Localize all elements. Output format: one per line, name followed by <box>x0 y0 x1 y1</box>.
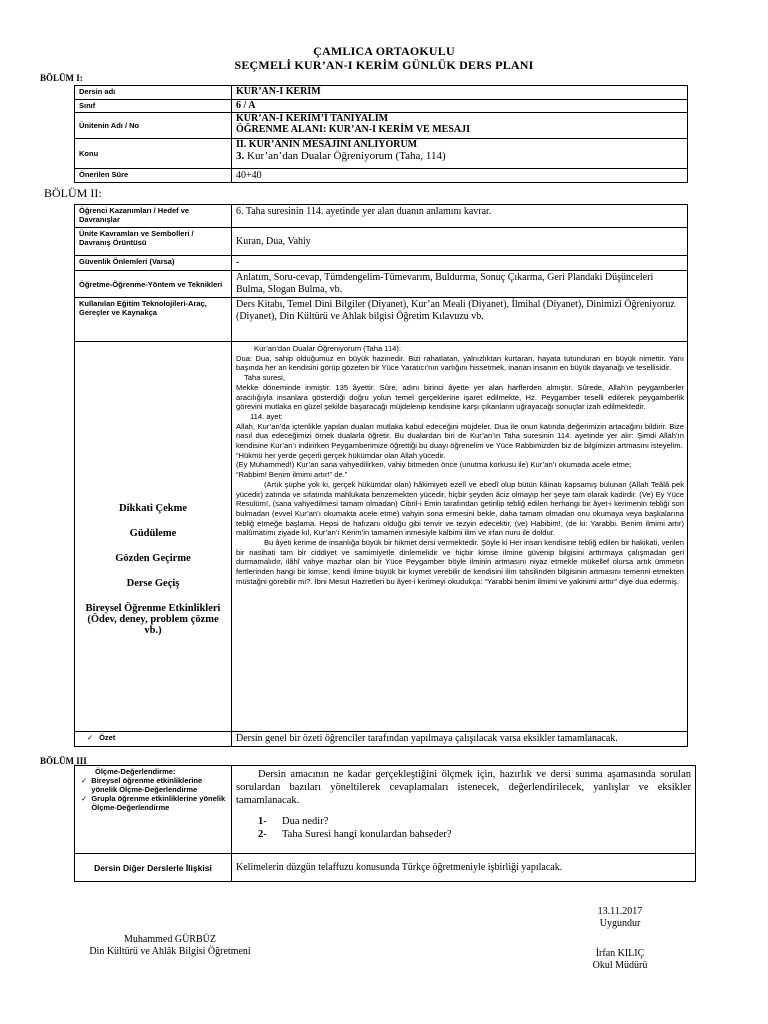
label-assessment: Ölçme-Değerlendirme: <box>95 767 176 776</box>
assessment-text: Dersin amacının ne kadar gerçekleştiğini ölçmek için, hazırlık ve dersi sunma aşamasında sorulan sorulardan bazıları yöneltilerek cevaplamaları istenecek, değerlendirilecek, yanlışlar ve eksikler tamamlanacak. <box>236 769 691 806</box>
section-3-label: BÖLÜM III <box>40 756 87 766</box>
body-dua-def: Dua: Dua, sahip olduğumuz en büyük hazinedir. Bizi rahatlatan, yalnızlıktan kurtaran, hayata tutunduran en büyük nimettir. Yanı başında her an kendisini görüp gözeten bir Yüce Yaratıcı’nın varlığını hissetmek, inanan insanın en büyük dayanağı ve tesellisidir. <box>236 353 684 373</box>
label-topic: Konu <box>75 139 232 169</box>
row-lesson-body <box>75 342 688 732</box>
section-3-table <box>74 765 696 882</box>
section-1-label: BÖLÜM I: <box>40 73 83 83</box>
approval-date: 13.11.2017 <box>597 906 643 917</box>
teacher-name: Muhammed GÜRBÜZ <box>124 934 216 945</box>
lesson-body-text <box>232 342 688 732</box>
question-list <box>236 815 691 841</box>
stage-motivation: Güdüleme <box>129 527 177 539</box>
body-ayet-heading: 114. ayet: <box>250 411 283 421</box>
row-relation <box>75 854 696 882</box>
label-safety: Güvenlik Önlemleri (Varsa) <box>75 256 232 271</box>
row-class <box>75 99 688 113</box>
teacher-title: Din Kültürü ve Ahlâk Bilgisi Öğretmeni <box>89 946 251 957</box>
value-safety: - <box>232 256 688 271</box>
body-taha-heading: Taha suresi, <box>244 373 285 383</box>
value-topic-num: 3. <box>236 149 245 162</box>
plan-title: SEÇMELİ KUR’AN-I KERİM GÜNLÜK DERS PLANI <box>234 58 534 72</box>
label-group-assessment: Grupla öğrenme etkinliklerine yönelik Ölçme-Değerlendirme <box>91 794 226 812</box>
label-relation: Dersin Diğer Derslerle İlişkisi <box>75 854 232 882</box>
body-taha-desc: Mekke döneminde inmiştir. 135 âyettir. Sûre, adını birinci âyette yer alan harflerden almıştır. Sûrede, Allah'ın peygamberler aracılığıyla insanlara gösterdiği doğru yolun temel gerçeklerine işaret edilmekte, Hz. Peygamber teselli edilerek peygamberlik görevini mutlaka en güzel şekilde başaracağı müjdelenip kendisine karşı çıkanların uğrayacağı sonuçlar izah edilmektedir. <box>236 382 684 412</box>
label-unit: Ünitenin Adı / No <box>75 113 232 139</box>
label-methods: Öğretme-Öğrenme-Yöntem ve Teknikleri <box>75 271 232 298</box>
question-item: 1- Dua nedir? <box>258 816 329 827</box>
stage-transition: Derse Geçiş <box>126 577 180 589</box>
activity-stage-list <box>79 503 227 636</box>
body-quote-3: “Rabbim! Benim ilmimi artır!” de.” <box>236 470 348 480</box>
body-tafsir: (Artık şüphe yok ki, gerçek hükümdar olan) hâkimiyeti ezelî ve ebedî olup bütün kâinatı kapsamış bulunan (Allah Teâlâ pek yücedir) zatında ve sıfatında mahlukata benzemekten yücedir, hiçbir şeyden âciz olmayıp her şeye tam olarak kadirdir. (Ve) Ey Yüce Resulüm!, (sana vahyedilmesi tamam olmadan) Cibril-i Emin tarafından getirilip tebliğ edilen herhangi bir âyet-i kerimenin tebliği son bulmadan (evvel Kur’an’ı okumakta acele etme) vahyin sona ermesini bekle, daha tamam olmadan onu okumaya veya başkalarına tebliğ etmeğe başlama. Hepsi de hafızanı olduğu gibi tenvir ve tezyin edecektir, (ve) Habibim!, (de ki: Yarabbi. Benim ilmimi artır) malûmatımı ziyade kıl, Kur’an’ı Kerim’in tamamen inmesiyle kalbimi ilim ve irfan nuru ile doldur. <box>236 479 684 538</box>
label-class: Sınıf <box>75 99 232 113</box>
section-2-label: BÖLÜM II: <box>44 186 102 200</box>
value-methods: Anlatım, Soru-cevap, Tümdengelim-Tümevarım, Buldurma, Sonuç Çıkarma, Geri Plandaki Düşünceleri Bulma, Slogan Bulma, vb. <box>232 271 688 298</box>
principal-name: İrfan KILIÇ <box>595 948 645 959</box>
check-icon: ✓ <box>81 794 88 803</box>
teacher-signature <box>70 934 270 958</box>
value-duration: 40+40 <box>232 169 688 183</box>
label-resources: Kullanılan Eğitim Teknolojileri-Araç, Gereçler ve Kaynakça <box>75 298 232 342</box>
check-icon: ✓ <box>81 776 88 785</box>
value-summary: Dersin genel bir özeti öğrenciler tarafından yapılmaya çalışılacak varsa eksikler tamamlanacak. <box>232 732 688 747</box>
stage-homework: (Ödev, deney, problem çözme vb.) <box>87 613 219 636</box>
row-methods <box>75 271 688 298</box>
value-course-name: KUR’AN-I KERİM <box>232 86 688 100</box>
body-lesson: Bu âyeti kerime de insanlığa büyük bir hikmet dersi vermektedir. Şöyle ki Her insan kendisine tebliğ edilen bir hakikati, verilen bir nasihati tam bir ciddiyet ve samimiyetle dinlemelidir ve hiçbir kimse ilmine güvenip bilgisini arttırmaya çalışmadan geri durmamalıdır, ilâhî vahye mazhar olan bir Yüce Peygamber böyle ilminin artmasını niyaz etmekle mükellef olursa artık ümmetin fertlerinden hangi bir kimse, kendi ilmine büyük bir kıymet verebilir de kendisini ilim tahsilinden bilgisinin artmasını temenni etmekten müstağni görebilir mi?. İbni Mesut Hazretleri bu âyet-i kerimeyi okudukça: “Yarabbi benim ilmimi ve yakinimi arttır” diye dua edermiş. <box>236 538 684 586</box>
value-concepts: Kuran, Dua, Vahiy <box>232 228 688 256</box>
value-resources: Ders Kitabı, Temel Dini Bilgiler (Diyanet), Kur’an Meali (Diyanet), İlmihal (Diyanet), Dinimizi Öğreniyoruz (Diyanet), Din Kültürü ve Ahlak bilgisi Öğretim Kılavuzu vb. <box>232 298 688 342</box>
value-topic-sub: Kur’an’dan Dualar Öğreniyorum (Taha, 114) <box>244 149 446 162</box>
section-2-table <box>74 204 688 747</box>
value-unit-name: KUR’AN-I KERİM’İ TANIYALIM <box>236 113 389 124</box>
body-quote-2: (Ey Muhammed!) Kur’an sana vahyedilirken, vahiy bitmeden önce (unutma korkusu ile) Kur’an’ı okumada acele etme; <box>236 460 632 470</box>
check-icon: ✓ <box>87 733 94 742</box>
value-relation: Kelimelerin düzgün telaffuzu konusunda Türkçe öğretmeniyle işbirliği yapılacak. <box>232 854 696 882</box>
value-class: 6 / A <box>232 99 688 113</box>
school-name: ÇAMLICA ORTAOKULU <box>313 44 455 58</box>
value-objectives: 6. Taha suresinin 114. ayetinde yer alan duanın anlamını kavrar. <box>232 205 688 228</box>
row-unit <box>75 113 688 139</box>
stage-review: Gözden Geçirme <box>115 552 191 564</box>
label-course-name: Dersin adı <box>75 86 232 100</box>
assessment-label-list <box>75 766 232 854</box>
approval-block <box>580 906 660 930</box>
row-assessment <box>75 766 696 854</box>
approval-text: Uygundur <box>599 918 641 929</box>
row-concepts <box>75 228 688 256</box>
stage-attention: Dikkati Çekme <box>119 502 187 514</box>
row-summary <box>75 732 688 747</box>
value-topic-main: II. KUR’ANIN MESAJINI ANLIYORUM <box>236 139 418 150</box>
body-quote-1: “Hükmü her yerde geçerli gerçek hükümdar olan Allah yücedir. <box>236 450 446 460</box>
row-course-name <box>75 86 688 100</box>
row-topic <box>75 139 688 169</box>
section-1-table <box>74 85 688 183</box>
label-duration: Önerilen Süre <box>75 169 232 183</box>
row-objectives <box>75 205 688 228</box>
body-heading: Kur’an’dan Dualar Öğreniyorum (Taha 114): <box>254 344 402 353</box>
stage-individual: Bireysel Öğrenme Etkinlikleri <box>85 602 221 614</box>
label-objectives: Öğrenci Kazanımları / Hedef ve Davranışlar <box>75 205 232 228</box>
question-item: 2- Taha Suresi hangi konulardan bahseder? <box>258 829 452 840</box>
row-resources <box>75 298 688 342</box>
label-summary: Özet <box>99 733 116 742</box>
principal-title: Okul Müdürü <box>592 960 648 971</box>
row-duration <box>75 169 688 183</box>
label-individual-assessment: Bireysel öğrenme etkinliklerine yönelik Ölçme-Değerlendirme <box>91 776 203 794</box>
principal-signature <box>580 948 660 972</box>
row-safety <box>75 256 688 271</box>
value-learning-area: ÖĞRENME ALANI: KUR’AN-I KERİM VE MESAJI <box>236 123 470 135</box>
label-concepts: Ünite Kavramları ve Sembolleri / Davranış Örüntüsü <box>75 228 232 256</box>
body-ayet-desc: Allah, Kur’an’da içtenlikle yapılan duaları mutlaka kabul edeceğini müjdeler. Dua ile onun katında değerimizin artacağını bildirir. Bize nasıl dua edeceğimizi örnek dualarla öğretir. Bu dualardan biri de Kur’an’ın Taha suresinin 114. ayetinde yer alır: Şimdi Allah’ın kendisine Kur’an’ı indirirken Peygamberimize öğrettiği bu duayı öğrenelim ve Yüce Rabbimizden biz de bilgimizin artmasını isteyelim. <box>236 421 684 451</box>
